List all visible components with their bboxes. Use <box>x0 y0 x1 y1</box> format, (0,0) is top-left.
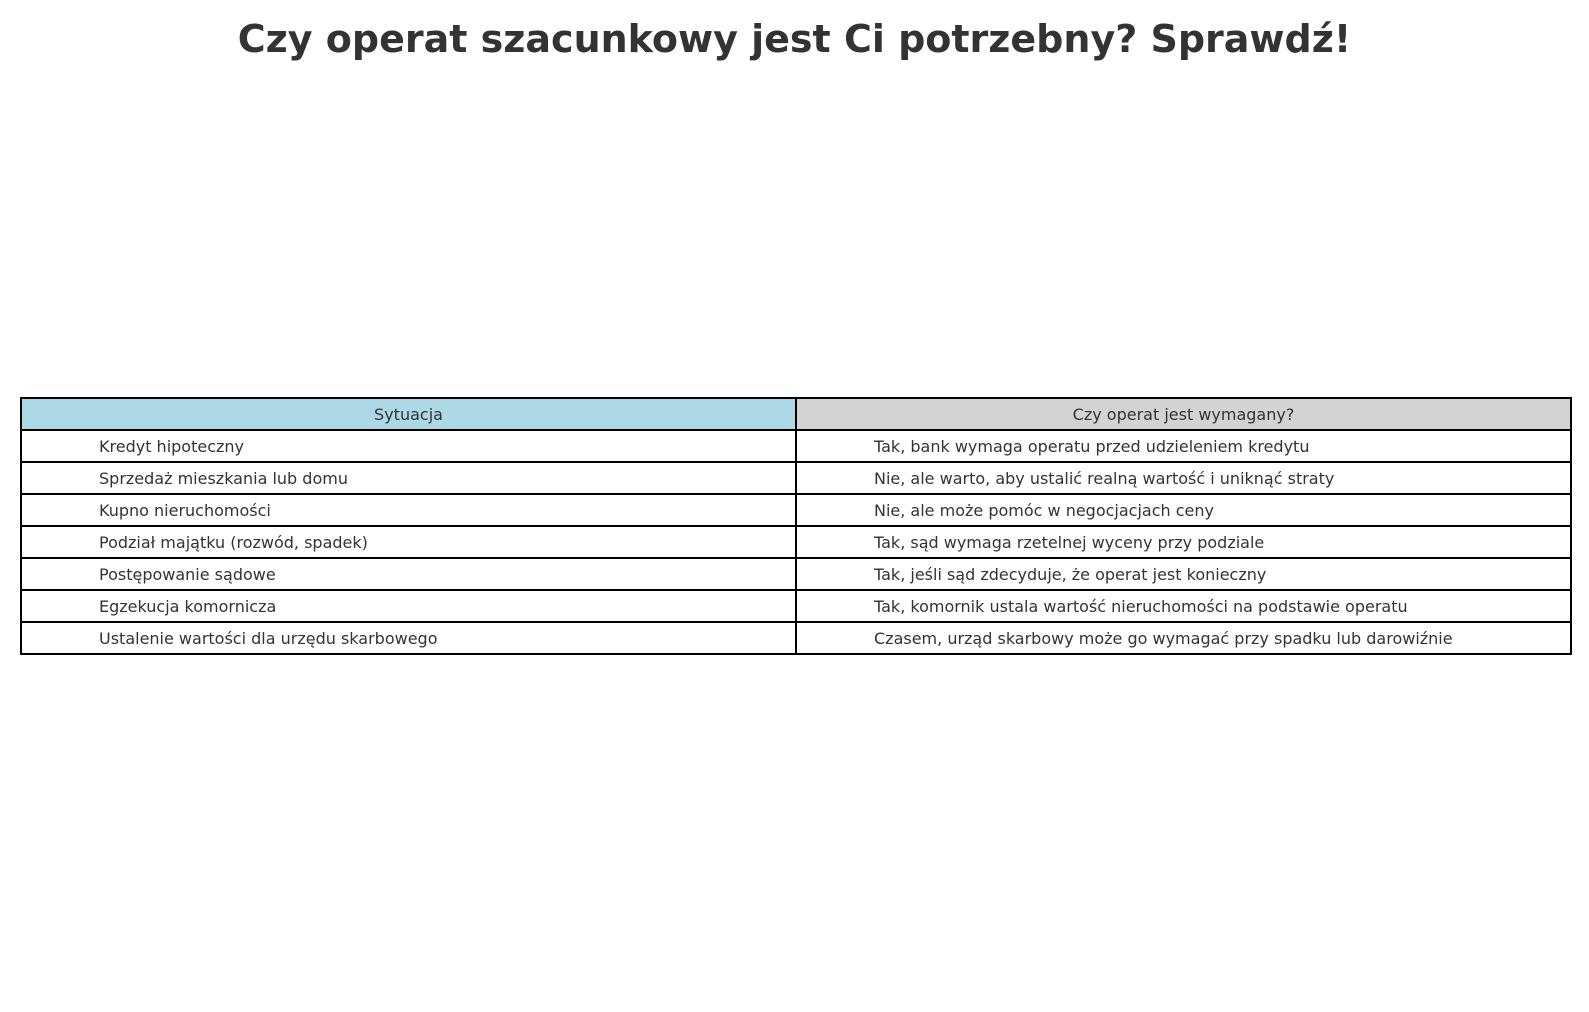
data-table <box>20 397 1572 655</box>
table-container <box>20 397 1572 655</box>
cell-situation: Egzekucja komornicza <box>21 590 796 622</box>
cell-required: Tak, jeśli sąd zdecyduje, że operat jest konieczny <box>796 558 1571 590</box>
table-row <box>21 494 1571 526</box>
cell-required: Czasem, urząd skarbowy może go wymagać przy spadku lub darowiźnie <box>796 622 1571 654</box>
cell-required: Nie, ale może pomóc w negocjacjach ceny <box>796 494 1571 526</box>
cell-situation: Kupno nieruchomości <box>21 494 796 526</box>
cell-required: Tak, komornik ustala wartość nieruchomości na podstawie operatu <box>796 590 1571 622</box>
table-header-row <box>21 398 1571 430</box>
cell-situation: Sprzedaż mieszkania lub domu <box>21 462 796 494</box>
cell-situation: Podział majątku (rozwód, spadek) <box>21 526 796 558</box>
header-situation: Sytuacja <box>21 398 796 430</box>
table-row <box>21 558 1571 590</box>
cell-situation: Postępowanie sądowe <box>21 558 796 590</box>
table-body <box>21 430 1571 654</box>
table-row <box>21 526 1571 558</box>
cell-required: Tak, sąd wymaga rzetelnej wyceny przy podziale <box>796 526 1571 558</box>
table-row <box>21 590 1571 622</box>
table-row <box>21 462 1571 494</box>
header-required: Czy operat jest wymagany? <box>796 398 1571 430</box>
cell-situation: Kredyt hipoteczny <box>21 430 796 462</box>
chart-title: Czy operat szacunkowy jest Ci potrzebny? Sprawdź! <box>237 17 1352 61</box>
table-row <box>21 430 1571 462</box>
cell-required: Tak, bank wymaga operatu przed udzieleniem kredytu <box>796 430 1571 462</box>
cell-situation: Ustalenie wartości dla urzędu skarbowego <box>21 622 796 654</box>
table-row <box>21 622 1571 654</box>
cell-required: Nie, ale warto, aby ustalić realną wartość i uniknąć straty <box>796 462 1571 494</box>
